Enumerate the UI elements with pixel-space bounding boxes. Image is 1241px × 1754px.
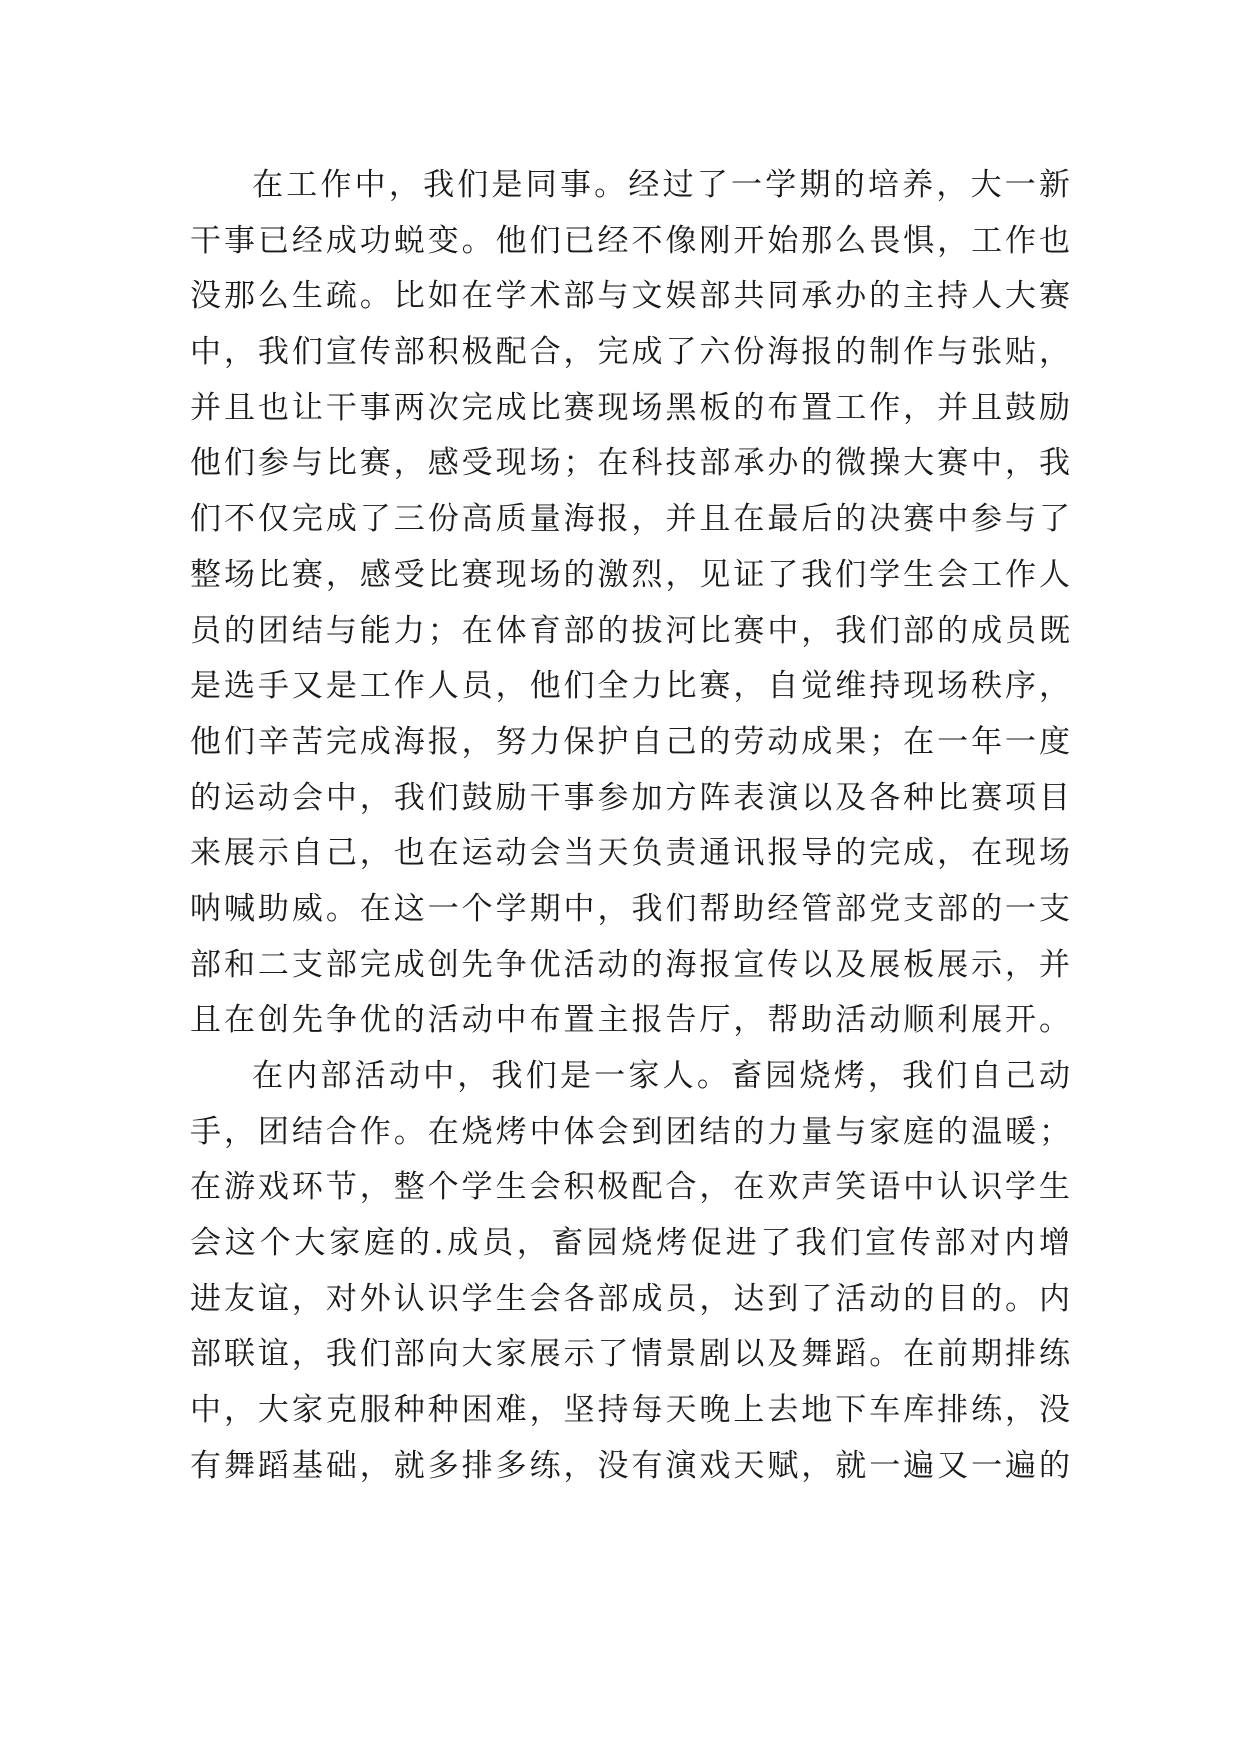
text-line: 在内部活动中，我们是一家人。畜园烧烤，我们自己动	[252, 1058, 1070, 1094]
text-line: 呐喊助威。在这一个学期中，我们帮助经管部党支部的一支	[190, 890, 1070, 927]
text-line: 且在创先争优的活动中布置主报告厅，帮助活动顺利展开。	[190, 1002, 1070, 1039]
text-line: 有舞蹈基础，就多排多练，没有演戏天赋，就一遍又一遍的	[190, 1447, 1070, 1484]
text-line: 们不仅完成了三份高质量海报，并且在最后的决赛中参与了	[190, 501, 1070, 538]
text-line: 会这个大家庭的.成员，畜园烧烤促进了我们宣传部对内增	[190, 1225, 1070, 1262]
text-line: 中，大家克服种种困难，坚持每天晚上去地下车库排练，没	[190, 1392, 1070, 1429]
text-line: 的运动会中，我们鼓励干事参加方阵表演以及各种比赛项目	[190, 779, 1070, 816]
text-line: 整场比赛，感受比赛现场的激烈，见证了我们学生会工作人	[190, 556, 1070, 593]
text-line: 来展示自己，也在运动会当天负责通讯报导的完成，在现场	[190, 835, 1070, 872]
text-line: 员的团结与能力；在体育部的拔河比赛中，我们部的成员既	[190, 612, 1070, 649]
text-line: 在游戏环节，整个学生会积极配合，在欢声笑语中认识学生	[190, 1169, 1070, 1206]
text-line: 部联谊，我们部向大家展示了情景剧以及舞蹈。在前期排练	[190, 1336, 1070, 1373]
text-line: 中，我们宣传部积极配合，完成了六份海报的制作与张贴，	[190, 334, 1070, 371]
text-line: 手，团结合作。在烧烤中体会到团结的力量与家庭的温暖；	[190, 1113, 1070, 1150]
text-line: 他们参与比赛，感受现场；在科技部承办的微操大赛中，我	[190, 445, 1070, 482]
text-line: 在工作中，我们是同事。经过了一学期的培养，大一新	[252, 167, 1070, 203]
text-line: 并且也让干事两次完成比赛现场黑板的布置工作，并且鼓励	[190, 389, 1070, 426]
text-line: 进友谊，对外认识学生会各部成员，达到了活动的目的。内	[190, 1280, 1070, 1317]
paragraph-internal-activities	[190, 1049, 1070, 1495]
body-text	[190, 158, 1070, 1495]
text-line: 干事已经成功蜕变。他们已经不像刚开始那么畏惧，工作也	[190, 222, 1070, 259]
text-line: 是选手又是工作人员，他们全力比赛，自觉维持现场秩序，	[190, 668, 1070, 705]
paragraph-work	[190, 158, 1070, 1049]
text-line: 部和二支部完成创先争优活动的海报宣传以及展板展示，并	[190, 946, 1070, 983]
text-line: 没那么生疏。比如在学术部与文娱部共同承办的主持人大赛	[190, 278, 1070, 315]
text-line: 他们辛苦完成海报，努力保护自己的劳动成果；在一年一度	[190, 723, 1070, 760]
